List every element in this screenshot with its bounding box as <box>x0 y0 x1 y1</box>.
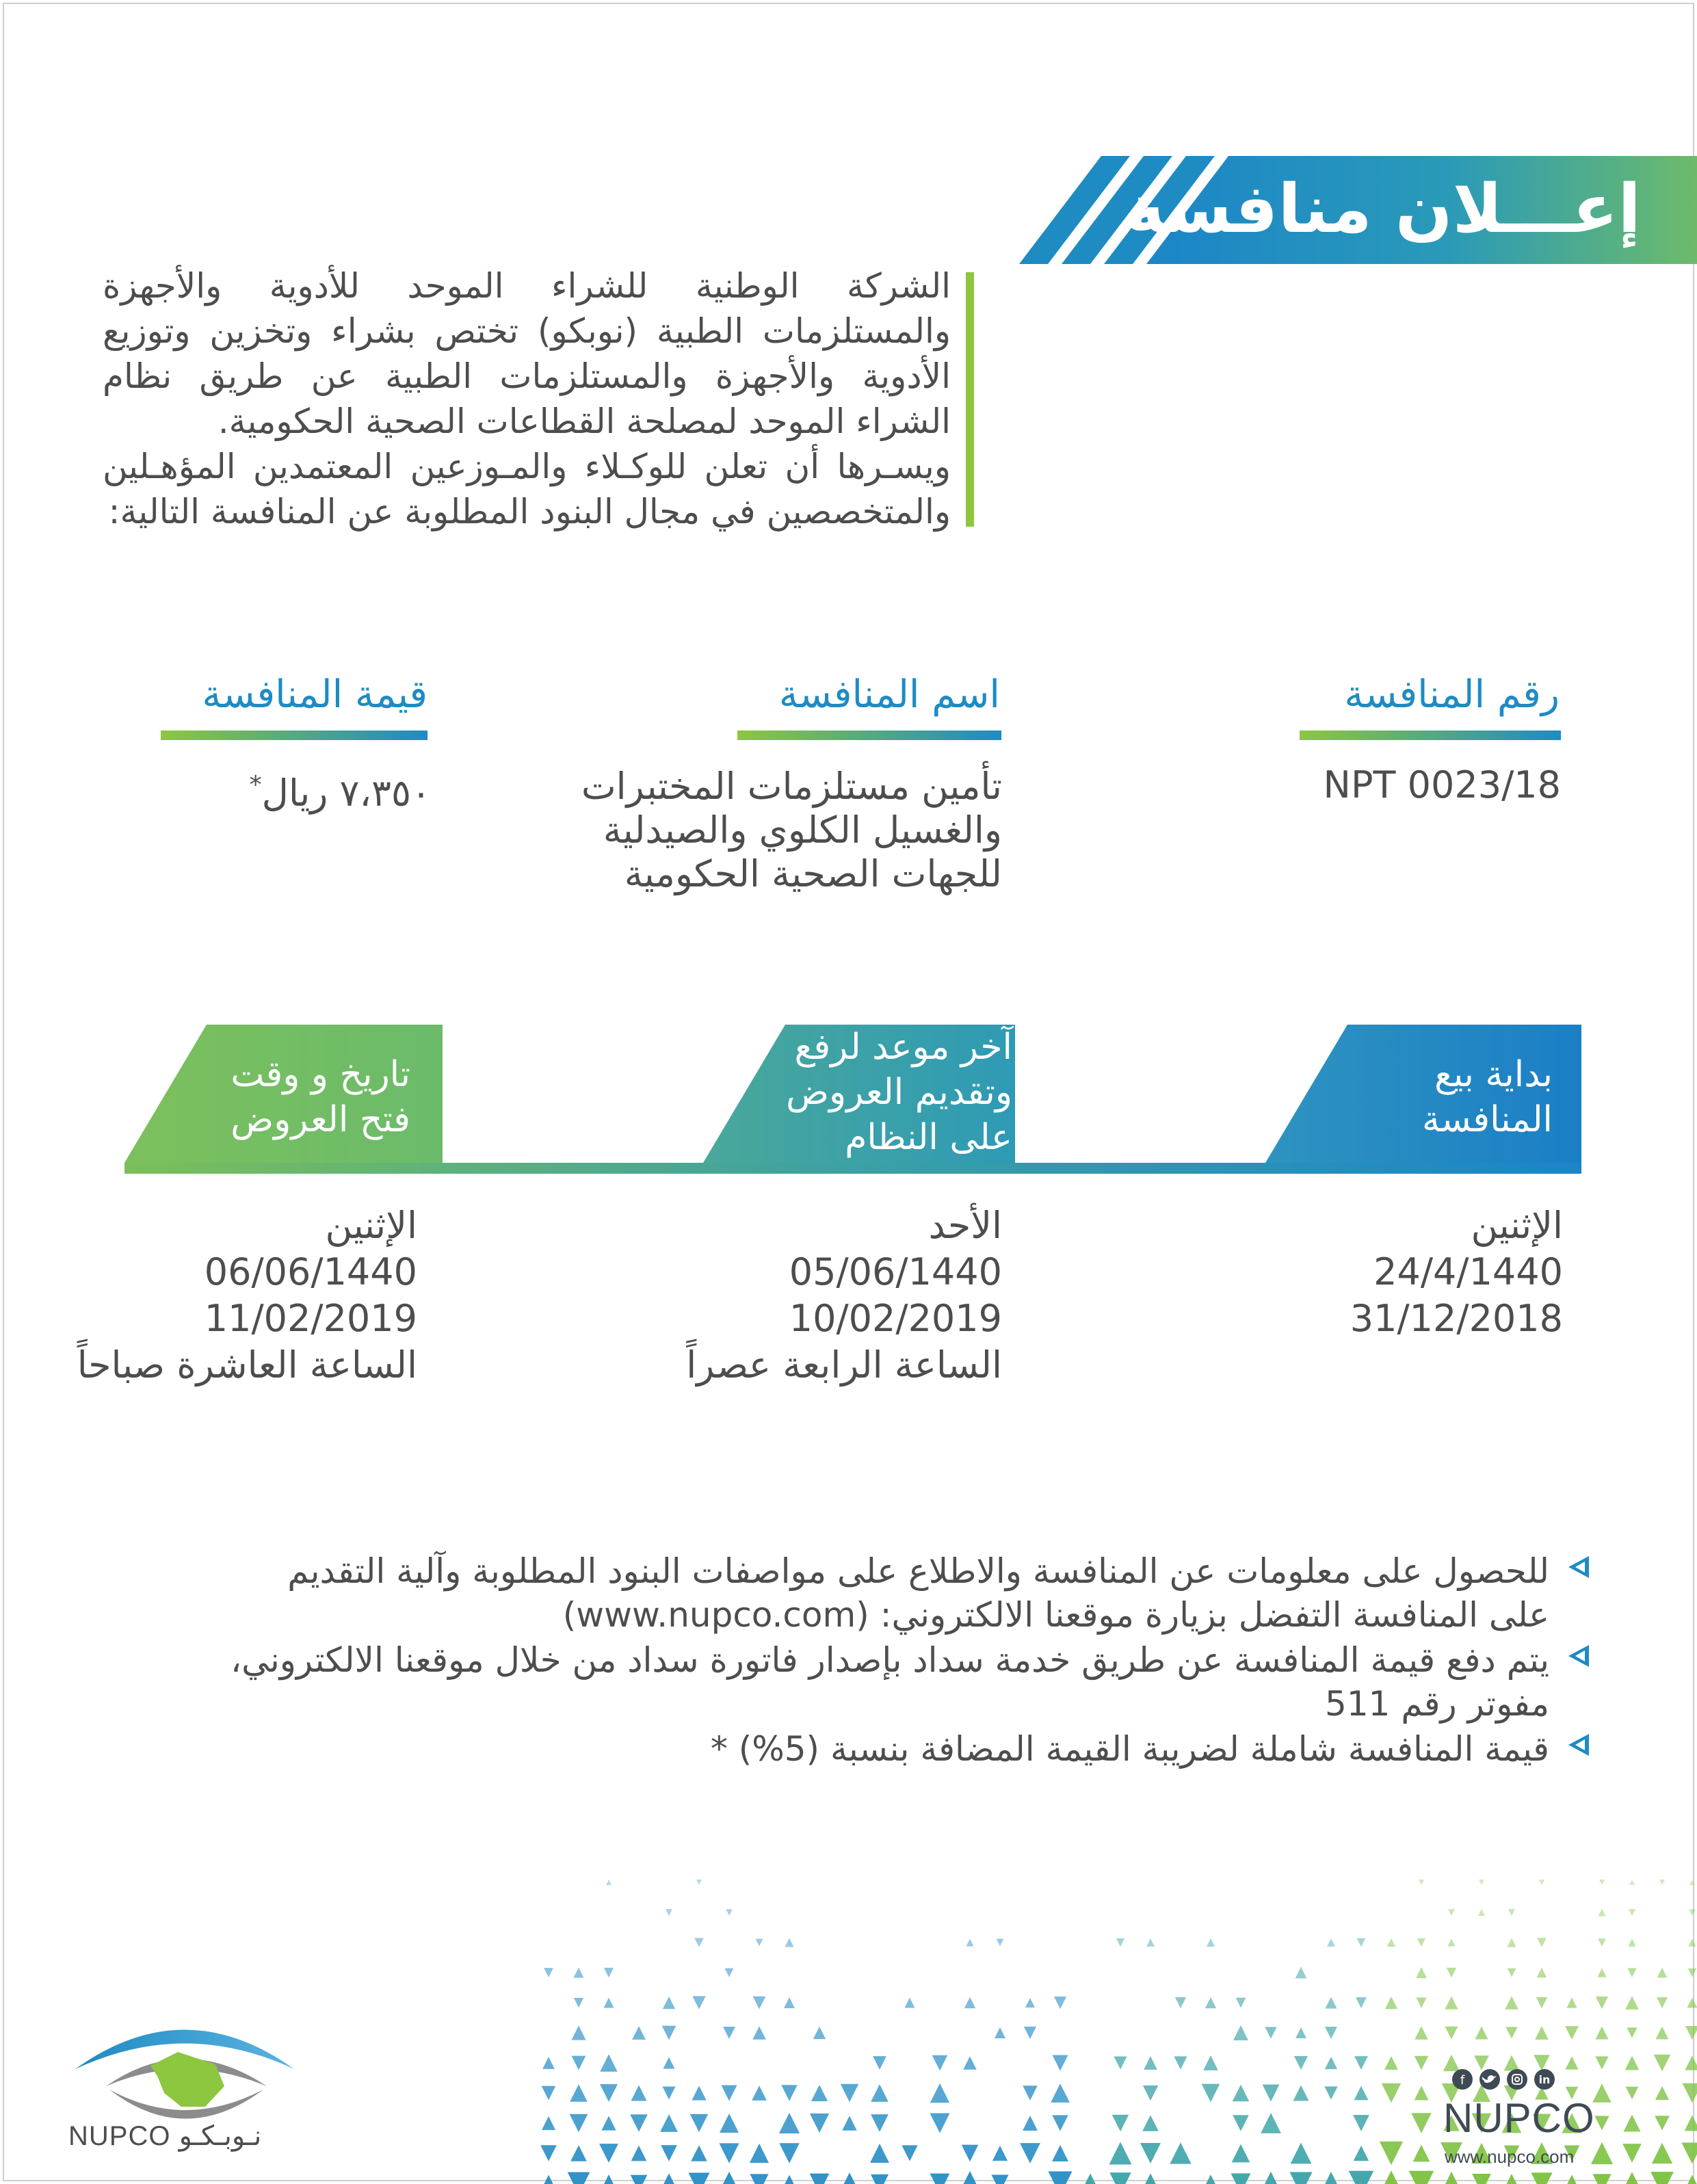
pattern-triangle <box>930 2174 950 2184</box>
pattern-triangle <box>1626 2087 1638 2099</box>
pattern-triangle <box>1354 2146 1369 2161</box>
pattern-triangle <box>1689 1880 1695 1885</box>
pattern-triangle <box>1146 1938 1155 1947</box>
pattern-triangle <box>1325 2057 1337 2069</box>
pattern-triangle <box>1409 2171 1434 2184</box>
pattern-triangle <box>1591 2142 1613 2164</box>
pattern-triangle <box>1140 2173 1160 2184</box>
pattern-triangle <box>692 1996 705 2009</box>
pattern-triangle <box>662 2026 676 2040</box>
pattern-triangle <box>570 2145 587 2161</box>
svg-text:in: in <box>1538 2073 1551 2086</box>
instagram-icon[interactable] <box>1507 2069 1527 2090</box>
pattern-triangle <box>1448 1909 1455 1916</box>
pattern-triangle <box>719 2143 739 2163</box>
pattern-triangle <box>690 2114 709 2133</box>
pattern-triangle <box>1261 2113 1281 2133</box>
pattern-triangle <box>1595 2026 1608 2039</box>
timeline-deadline-label <box>752 1025 1012 1160</box>
pattern-triangle <box>1289 2172 1312 2184</box>
pattern-triangle <box>1502 2174 1521 2184</box>
triangle-bullet-icon <box>1566 1555 1590 1579</box>
pattern-triangle <box>1415 2026 1428 2039</box>
pattern-triangle <box>1349 2171 1374 2184</box>
pattern-triangle <box>1384 2056 1398 2070</box>
pattern-triangle <box>1565 2026 1579 2040</box>
pattern-triangle <box>1659 1880 1665 1885</box>
pattern-triangle <box>1622 2144 1642 2163</box>
pattern-triangle <box>1170 2142 1191 2163</box>
pattern-triangle <box>604 1968 614 1977</box>
timeline-deadline-line: على النظام <box>845 1117 1012 1158</box>
pattern-triangle <box>753 1997 766 2010</box>
note-line: قيمة المنافسة شاملة لضريبة القيمة المضافة بنسبة (5%) * <box>710 1729 1549 1769</box>
pattern-triangle <box>1054 1997 1066 2009</box>
pattern-triangle <box>663 1997 675 2009</box>
pattern-triangle <box>755 1938 763 1946</box>
pattern-triangle <box>963 2056 977 2070</box>
pattern-triangle <box>1023 2116 1038 2131</box>
pattern-triangle <box>662 2086 675 2099</box>
pattern-triangle <box>1656 2027 1669 2040</box>
pattern-triangle <box>692 2086 706 2100</box>
pattern-triangle <box>1508 1969 1516 1977</box>
tender-name-line: للجهات الصحية الحكومية <box>624 852 1002 895</box>
pattern-triangle <box>1654 2055 1671 2072</box>
start-day: الإثنين <box>1471 1204 1563 1247</box>
pattern-triangle <box>1203 2055 1218 2070</box>
pattern-triangle <box>779 2143 799 2163</box>
pattern-triangle <box>779 2113 800 2133</box>
timeline-start-label <box>1361 1052 1553 1142</box>
pattern-triangle <box>842 2116 856 2130</box>
pattern-triangle <box>1657 1968 1668 1978</box>
deadline-day: الأحد <box>928 1204 1002 1247</box>
pattern-triangle <box>1025 1998 1035 2008</box>
svg-text:f: f <box>1460 2073 1465 2088</box>
pattern-triangle <box>1655 2086 1669 2100</box>
pattern-triangle <box>571 2025 586 2040</box>
pattern-triangle <box>540 2145 557 2161</box>
facebook-icon[interactable] <box>1452 2069 1473 2090</box>
pattern-triangle <box>964 1997 975 2008</box>
pattern-triangle <box>1655 2116 1670 2131</box>
pattern-triangle <box>600 2174 618 2184</box>
pattern-triangle <box>1688 1969 1697 1977</box>
title-banner <box>1019 156 1697 264</box>
pattern-triangle <box>723 2027 735 2039</box>
opening-time: الساعة العاشرة صباحاً <box>77 1343 417 1386</box>
pattern-triangle <box>1537 1938 1547 1947</box>
pattern-triangle <box>568 2172 590 2184</box>
pattern-triangle <box>1052 2145 1068 2161</box>
pattern-triangle <box>1683 2083 1697 2103</box>
pattern-triangle <box>1415 2086 1429 2101</box>
pattern-triangle <box>1445 2027 1458 2040</box>
logo-wordmark: NUPCO نـوبـكـو <box>68 2121 262 2151</box>
pattern-triangle <box>1112 2115 1129 2131</box>
pattern-triangle <box>1295 2027 1306 2038</box>
timeline-deadline-line: وتقديم العروض <box>786 1072 1012 1113</box>
pattern-triangle <box>1413 2145 1430 2162</box>
pattern-triangle <box>841 2084 859 2103</box>
pattern-triangle <box>542 2057 555 2069</box>
pattern-triangle <box>1053 2055 1068 2071</box>
pattern-triangle <box>1325 1997 1337 2008</box>
pattern-triangle <box>781 2175 798 2184</box>
pattern-triangle <box>1294 2056 1308 2070</box>
opening-hijri-date: 06/06/1440 <box>204 1250 417 1293</box>
pattern-triangle <box>1537 1968 1547 1978</box>
pattern-triangle <box>542 2116 555 2130</box>
pattern-triangle <box>1685 2116 1697 2131</box>
triangle-bullet-icon <box>1566 1733 1590 1757</box>
pattern-triangle <box>1109 2172 1131 2184</box>
pattern-triangle <box>995 2027 1005 2038</box>
pattern-triangle <box>718 2172 741 2184</box>
pattern-triangle <box>1629 1909 1635 1916</box>
tender-value-text: ٧،٣٥٠ ريال <box>261 772 431 815</box>
opening-date-block <box>68 1202 417 1389</box>
pattern-triangle <box>1623 2114 1640 2131</box>
pattern-triangle <box>1539 1880 1544 1885</box>
note-item <box>137 1549 1587 1637</box>
pattern-triangle <box>1324 2086 1337 2099</box>
tender-value-asterisk: * <box>249 771 262 799</box>
pattern-triangle <box>1205 1997 1216 2008</box>
pattern-triangle <box>599 2144 618 2163</box>
intro-text-2: ويسـرها أن تعلن للوكـلاء والمـوزعين المعتمدين المؤهـلين والمتخصصين في مجال البنود المطلوبة عن المنافسة التالية: <box>103 447 951 531</box>
pattern-triangle <box>784 1997 795 2008</box>
pattern-triangle <box>600 2084 618 2102</box>
timeline-start-line: بداية بيع <box>1434 1054 1553 1095</box>
note-line: مفوتر رقم 511 <box>1325 1684 1549 1724</box>
pattern-triangle <box>1628 1938 1635 1946</box>
pattern-triangle <box>1440 2172 1463 2184</box>
pattern-triangle <box>631 2175 648 2184</box>
pattern-triangle <box>962 2145 979 2162</box>
timeline-opening-line: فتح العروض <box>231 1099 410 1140</box>
pattern-triangle <box>1566 1997 1577 2008</box>
pattern-triangle <box>1411 2113 1432 2133</box>
pattern-triangle <box>750 2144 769 2163</box>
pattern-triangle <box>992 2175 1009 2184</box>
pattern-triangle <box>1688 1938 1696 1946</box>
pattern-triangle <box>666 1909 672 1916</box>
pattern-triangle <box>1114 2056 1127 2069</box>
pattern-triangle <box>631 2146 647 2161</box>
pattern-triangle <box>1657 1997 1668 2008</box>
note-item <box>137 1727 1587 1771</box>
pattern-triangle <box>1535 2026 1549 2040</box>
pattern-triangle <box>1687 1998 1697 2008</box>
pattern-triangle <box>1563 2174 1580 2184</box>
pattern-triangle <box>1327 1938 1334 1946</box>
pattern-triangle <box>1319 2172 1343 2184</box>
pattern-triangle <box>1684 2175 1697 2184</box>
timeline-start-line: المنافسة <box>1421 1099 1553 1140</box>
pattern-triangle <box>1023 2086 1038 2101</box>
pattern-triangle <box>905 1998 915 2008</box>
pattern-triangle <box>696 1880 702 1885</box>
tender-value-amount <box>205 763 431 815</box>
start-gregorian-date: 31/12/2018 <box>1350 1297 1563 1340</box>
pattern-triangle <box>752 2026 766 2040</box>
pattern-triangle <box>1109 2142 1132 2165</box>
pattern-triangle <box>1652 2143 1672 2163</box>
pattern-triangle <box>1357 1938 1366 1947</box>
deadline-gregorian-date: 10/02/2019 <box>789 1297 1002 1340</box>
pattern-triangle <box>1354 2086 1369 2101</box>
pattern-triangle <box>930 2113 949 2133</box>
pattern-triangle <box>750 2174 768 2184</box>
pattern-triangle <box>1051 2083 1070 2103</box>
pattern-triangle <box>870 2144 889 2163</box>
pattern-triangle <box>1144 2056 1157 2070</box>
tender-number-value: NPT 0023/18 <box>1323 763 1561 806</box>
pattern-triangle <box>1629 1880 1635 1885</box>
note-item <box>137 1638 1587 1726</box>
pattern-triangle <box>1681 2142 1697 2163</box>
pattern-triangle <box>1116 1938 1124 1947</box>
pattern-triangle <box>1596 1997 1608 2009</box>
pattern-triangle <box>1236 1998 1246 2008</box>
pattern-triangle <box>1291 2143 1312 2164</box>
deadline-date-block <box>657 1202 1002 1389</box>
notes-list <box>137 1549 1587 1772</box>
pattern-triangle <box>1599 1909 1606 1917</box>
pattern-triangle <box>1598 1938 1606 1947</box>
pattern-triangle <box>810 2114 829 2133</box>
pattern-triangle <box>573 1967 583 1977</box>
pattern-triangle <box>570 2114 588 2133</box>
pattern-triangle <box>1599 1880 1605 1885</box>
pattern-triangle <box>1175 1997 1186 2008</box>
pattern-triangle <box>1416 1997 1426 2008</box>
pattern-triangle <box>1627 1968 1636 1977</box>
tender-number-heading: رقم المنافسة <box>1344 672 1560 717</box>
pattern-triangle <box>873 2056 886 2070</box>
start-hijri-date: 24/4/1440 <box>1373 1250 1563 1293</box>
timeline <box>0 1019 1697 1183</box>
pattern-triangle <box>1479 1880 1484 1885</box>
pattern-triangle <box>1625 1996 1639 2010</box>
pattern-triangle <box>721 2085 737 2101</box>
pattern-triangle <box>1140 2143 1161 2163</box>
linkedin-icon[interactable] <box>1534 2069 1555 2090</box>
tender-name-heading: اسم المنافسة <box>778 672 1000 717</box>
pattern-triangle <box>811 2085 828 2101</box>
pattern-triangle <box>725 1969 734 1977</box>
pattern-triangle <box>1505 2027 1517 2038</box>
pattern-triangle <box>1020 2143 1040 2163</box>
note-line: للحصول على معلومات عن المنافسة والاطلاع على مواصفات البنود المطلوبة وآلية التقديم <box>287 1551 1549 1591</box>
pattern-triangle <box>1478 1909 1485 1916</box>
pattern-triangle <box>871 2114 889 2132</box>
pattern-triangle <box>1353 2115 1369 2131</box>
pattern-triangle <box>1475 2027 1488 2040</box>
tender-value-heading: قيمة المنافسة <box>202 672 427 717</box>
pattern-triangle <box>966 1938 973 1946</box>
pattern-triangle <box>542 2086 556 2101</box>
pattern-triangle <box>1143 2086 1158 2101</box>
pattern-triangle <box>1142 2115 1159 2131</box>
pattern-triangle <box>1325 2027 1337 2039</box>
pattern-triangle <box>1445 1996 1458 2009</box>
pattern-triangle <box>1415 2056 1429 2070</box>
pattern-triangle <box>1174 2056 1187 2069</box>
pattern-triangle <box>1052 2115 1068 2131</box>
pattern-triangle <box>902 2145 917 2161</box>
pattern-triangle <box>691 2145 707 2161</box>
pattern-triangle <box>694 1938 703 1947</box>
tender-value-underline <box>161 731 427 740</box>
pattern-triangle <box>1592 2083 1611 2102</box>
timeline-opening-label <box>205 1052 410 1142</box>
pattern-triangle <box>1689 1909 1696 1916</box>
intro-accent-bar <box>966 272 974 527</box>
pattern-triangle <box>1592 2174 1611 2184</box>
pattern-triangle <box>1259 2172 1282 2184</box>
tender-name-line: والغسيل الكلوي والصيدلية <box>603 808 1002 852</box>
pattern-triangle <box>603 1997 614 2008</box>
page-title: إعـــلان منافسة <box>1125 170 1641 248</box>
deadline-hijri-date: 05/06/1440 <box>789 1250 1002 1293</box>
timeline-opening-line: تاريخ و وقت <box>231 1054 410 1095</box>
deadline-time: الساعة الرابعة عصراً <box>686 1343 1002 1386</box>
pattern-triangle <box>871 2084 889 2102</box>
pattern-triangle <box>1417 1938 1425 1947</box>
pattern-triangle <box>661 2145 677 2161</box>
pattern-triangle <box>688 2172 709 2184</box>
pattern-triangle <box>781 2085 798 2101</box>
pattern-triangle <box>1233 2115 1249 2131</box>
pattern-triangle <box>1378 2170 1404 2184</box>
pattern-triangle <box>1627 2027 1637 2038</box>
pattern-triangle <box>544 1968 553 1977</box>
intro-text-1: الشركة الوطنية للشراء الموحد للأدوية والأجهزة والمستلزمات الطبية (نوبكو) تختص بشراء وتخزين وتوزيع الأدوية والأجهزة والمستلزمات الطبية عن طريق نظام الشراء الموحد لمصلحة القطاعات الصحية الحكومية. <box>103 266 951 441</box>
pattern-triangle <box>871 2174 889 2184</box>
pattern-triangle <box>1505 1996 1518 2010</box>
pattern-triangle <box>1685 2026 1697 2040</box>
pattern-triangle <box>1202 2174 1220 2184</box>
opening-gregorian-date: 11/02/2019 <box>204 1297 417 1340</box>
pattern-triangle <box>1650 2172 1674 2184</box>
pattern-triangle <box>601 2116 616 2130</box>
pattern-triangle <box>1048 2171 1072 2184</box>
pattern-triangle <box>958 2171 982 2184</box>
tender-name-underline <box>737 731 1001 740</box>
pattern-triangle <box>1597 1968 1606 1977</box>
pattern-triangle <box>1536 1997 1547 2008</box>
tender-number-underline <box>1300 731 1561 740</box>
pattern-triangle <box>1385 1997 1397 2009</box>
twitter-icon[interactable] <box>1479 2069 1500 2090</box>
pattern-triangle <box>1233 2025 1248 2040</box>
pattern-triangle <box>1448 1939 1456 1947</box>
note-line: على المنافسة التفضل بزيارة موقعنا الالكتروني: (www.nupco.com) <box>562 1595 1549 1635</box>
pattern-triangle <box>663 2057 675 2069</box>
pattern-triangle <box>1387 1938 1395 1947</box>
pattern-triangle <box>572 2056 586 2070</box>
pattern-triangle <box>600 2054 617 2071</box>
pattern-triangle <box>1233 2085 1250 2102</box>
brand-name: NUPCO <box>1443 2095 1595 2141</box>
pattern-triangle <box>1263 2085 1280 2102</box>
note-line: يتم دفع قيمة المنافسة عن طريق خدمة سداد بإصدار فاتورة سداد من خلال موقعنا الالكتروني، <box>231 1640 1549 1680</box>
pattern-triangle <box>631 2085 646 2101</box>
pattern-triangle <box>1447 1968 1456 1977</box>
pattern-triangle <box>1202 2084 1220 2103</box>
start-date-block <box>1265 1202 1563 1342</box>
pattern-triangle <box>813 2027 826 2039</box>
website-url[interactable]: www.nupco.com <box>1445 2146 1575 2167</box>
pattern-triangle <box>630 2114 647 2131</box>
pattern-triangle <box>574 1998 583 2008</box>
pattern-triangle <box>1507 1938 1516 1947</box>
pattern-triangle <box>752 2086 767 2101</box>
pattern-triangle <box>1354 2056 1368 2070</box>
pattern-triangle <box>930 2083 949 2103</box>
pattern-triangle <box>1472 2174 1491 2184</box>
pattern-triangle <box>606 1880 611 1885</box>
pattern-triangle <box>660 2114 678 2132</box>
pattern-triangle <box>932 2055 948 2071</box>
pattern-triangle <box>1265 2027 1276 2038</box>
opening-day: الإثنين <box>325 1204 417 1247</box>
triangle-bullet-icon <box>1566 1644 1590 1668</box>
pattern-triangle <box>1232 2144 1250 2163</box>
pattern-triangle <box>1293 2085 1308 2101</box>
pattern-triangle <box>659 2173 679 2184</box>
pattern-triangle <box>726 1909 733 1916</box>
pattern-triangle <box>1380 2142 1403 2165</box>
pattern-triangle <box>1356 1997 1367 2008</box>
timeline-deadline-line: آخر موعد لرفع <box>794 1027 1012 1068</box>
pattern-triangle <box>1508 1909 1515 1916</box>
pattern-triangle <box>1594 2116 1609 2130</box>
pattern-triangle <box>1595 2056 1608 2069</box>
pattern-triangle <box>810 2174 830 2184</box>
pattern-triangle <box>992 2146 1008 2161</box>
pattern-triangle <box>720 2114 739 2133</box>
pattern-triangle <box>1416 1967 1427 1978</box>
pattern-triangle <box>996 1938 1003 1946</box>
pattern-triangle <box>1620 2172 1643 2184</box>
social-icons <box>1449 2066 1572 2093</box>
pattern-triangle <box>1382 2083 1402 2103</box>
pattern-triangle <box>1207 1938 1215 1947</box>
pattern-triangle <box>839 2172 860 2184</box>
pattern-triangle <box>1231 2174 1251 2184</box>
tender-name-value <box>520 765 1002 896</box>
pattern-triangle <box>785 1938 793 1947</box>
pattern-triangle <box>1625 2056 1640 2070</box>
intro-paragraph <box>103 263 951 534</box>
pattern-triangle <box>1080 2173 1100 2184</box>
pattern-triangle <box>570 2084 588 2102</box>
pattern-triangle <box>1419 1880 1424 1885</box>
pattern-triangle <box>1024 2027 1036 2039</box>
tender-name-line: تأمين مستلزمات المختبرات <box>581 765 1002 808</box>
pattern-triangle <box>632 2026 646 2040</box>
pattern-triangle <box>540 2175 557 2184</box>
pattern-triangle <box>1295 1967 1307 1979</box>
pattern-triangle <box>1531 2172 1552 2184</box>
pattern-triangle <box>1685 2055 1697 2070</box>
